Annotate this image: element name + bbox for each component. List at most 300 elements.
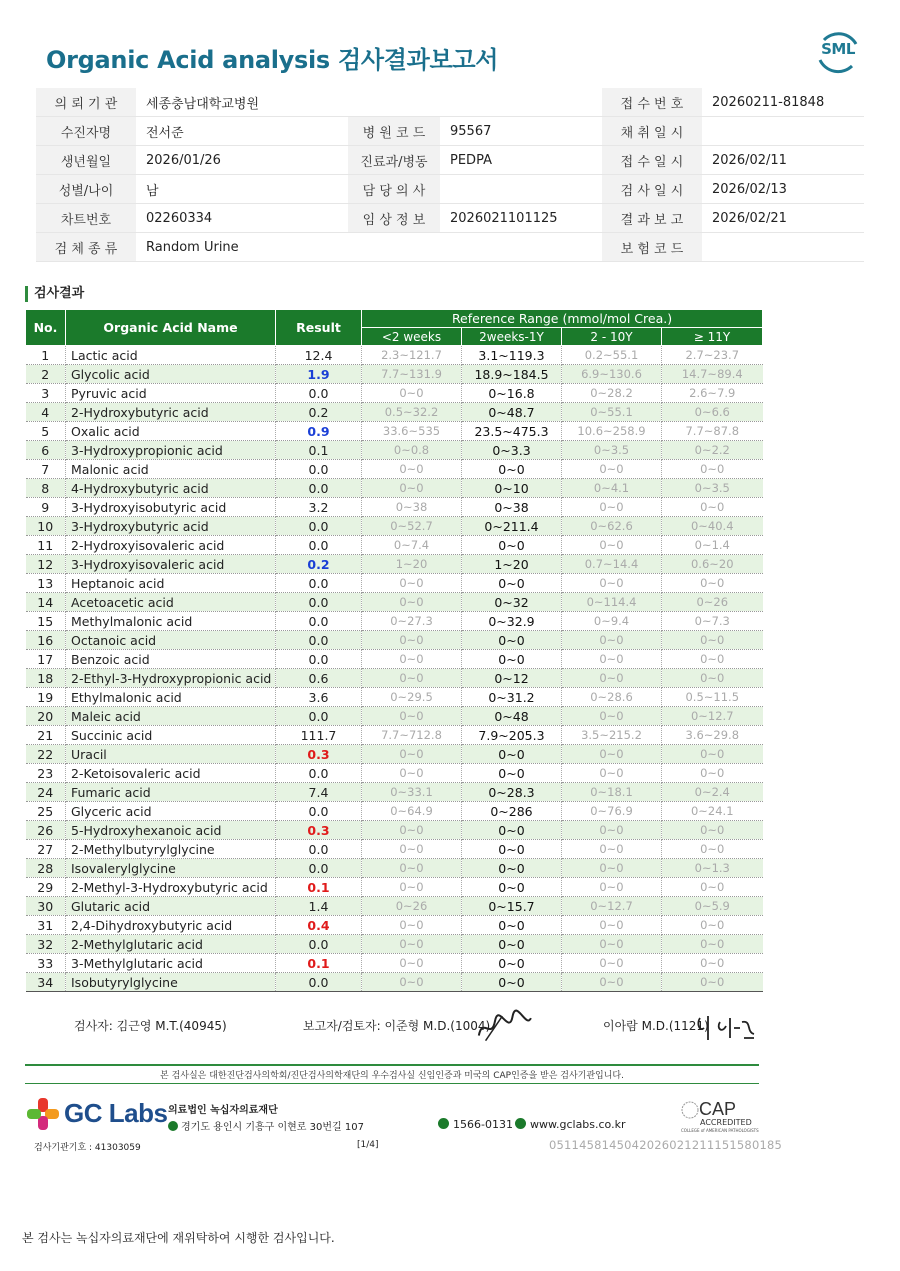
result-text: 0.2	[307, 556, 330, 572]
result-text: 0.6	[308, 670, 329, 686]
info-value	[702, 233, 864, 262]
acid-name: 4-Hydroxybutyric acid	[66, 479, 276, 498]
info-value: 2026/02/13	[702, 175, 864, 204]
range-ge11y: 3.6~29.8	[662, 726, 763, 745]
result-value	[276, 840, 362, 859]
result-text: 0.3	[307, 746, 330, 762]
range-2w1y: 3.1~119.3	[462, 346, 562, 365]
result-text: 0.0	[308, 385, 329, 401]
range-2w1y: 23.5~475.3	[462, 422, 562, 441]
info-value: 95567	[440, 117, 602, 146]
result-text: 0.0	[308, 480, 329, 496]
info-value: 2026/02/21	[702, 204, 864, 233]
page-number: [1/4]	[357, 1140, 379, 1150]
row-number: 6	[26, 441, 66, 460]
info-label: 성별/나이	[36, 175, 136, 204]
range-lt2w: 0~27.3	[362, 612, 462, 631]
range-ge11y: 0~0	[662, 973, 763, 992]
result-text: 0.0	[308, 841, 329, 857]
range-lt2w: 0~29.5	[362, 688, 462, 707]
range-lt2w: 0~0	[362, 745, 462, 764]
table-row	[26, 764, 763, 783]
range-2-10y: 0~4.1	[562, 479, 662, 498]
result-value	[276, 384, 362, 403]
range-2-10y: 0~76.9	[562, 802, 662, 821]
info-label: 생년월일	[36, 146, 136, 175]
notice-divider-top	[25, 1064, 759, 1066]
range-2w1y: 0~0	[462, 916, 562, 935]
range-lt2w: 0~0	[362, 764, 462, 783]
info-label: 의 뢰 기 관	[36, 88, 136, 117]
acid-name: 2-Ethyl-3-Hydroxypropionic acid	[66, 669, 276, 688]
location-pin-icon	[168, 1121, 178, 1131]
result-value	[276, 441, 362, 460]
range-2-10y: 0~0	[562, 935, 662, 954]
result-text: 0.1	[308, 442, 329, 458]
result-text: 0.1	[307, 879, 330, 895]
range-lt2w: 0~0	[362, 859, 462, 878]
result-value	[276, 764, 362, 783]
phone-icon	[438, 1118, 449, 1129]
result-text: 0.0	[308, 632, 329, 648]
result-text: 7.4	[308, 784, 329, 800]
range-2-10y: 0~0	[562, 460, 662, 479]
header-no: No.	[26, 310, 66, 346]
range-lt2w: 0~0	[362, 840, 462, 859]
range-2w1y: 0~31.2	[462, 688, 562, 707]
range-ge11y: 0~40.4	[662, 517, 763, 536]
range-2-10y: 0~0	[562, 840, 662, 859]
range-lt2w: 0~0	[362, 384, 462, 403]
range-2-10y: 0~18.1	[562, 783, 662, 802]
result-text: 0.0	[308, 651, 329, 667]
range-ge11y: 0~0	[662, 840, 763, 859]
range-ge11y: 0~0	[662, 764, 763, 783]
result-value	[276, 707, 362, 726]
range-lt2w: 0~7.4	[362, 536, 462, 555]
range-2w1y: 0~0	[462, 631, 562, 650]
institution-code: 검사기관기호 : 41303059	[34, 1143, 141, 1153]
range-2-10y: 0~0	[562, 650, 662, 669]
table-row	[26, 669, 763, 688]
range-lt2w: 0~26	[362, 897, 462, 916]
range-ge11y: 14.7~89.4	[662, 365, 763, 384]
range-ge11y: 0~12.7	[662, 707, 763, 726]
range-ge11y: 0~0	[662, 878, 763, 897]
result-value	[276, 346, 362, 365]
result-text: 0.0	[308, 803, 329, 819]
range-2w1y: 0~0	[462, 764, 562, 783]
range-ge11y: 0~7.3	[662, 612, 763, 631]
range-ge11y: 0~26	[662, 593, 763, 612]
acid-name: Glutaric acid	[66, 897, 276, 916]
range-ge11y: 0~24.1	[662, 802, 763, 821]
table-row	[26, 536, 763, 555]
range-2w1y: 0~0	[462, 650, 562, 669]
table-row	[26, 802, 763, 821]
website	[515, 1118, 626, 1131]
row-number: 28	[26, 859, 66, 878]
reporter-signature-scrawl-icon	[472, 1004, 536, 1046]
range-2-10y: 0~62.6	[562, 517, 662, 536]
acid-name: Pyruvic acid	[66, 384, 276, 403]
table-row	[26, 631, 763, 650]
tester-signature: 검사자: 김근영 M.T.(40945)	[74, 1019, 227, 1033]
result-value	[276, 669, 362, 688]
table-row	[26, 878, 763, 897]
result-text: 0.3	[307, 822, 330, 838]
cap-logo-text: CAP	[699, 1099, 737, 1119]
acid-name: 2-Ketoisovaleric acid	[66, 764, 276, 783]
gc-cross-logo-icon	[25, 1096, 61, 1136]
row-number: 17	[26, 650, 66, 669]
range-2-10y: 0~28.6	[562, 688, 662, 707]
table-row	[26, 897, 763, 916]
result-value	[276, 935, 362, 954]
result-value	[276, 631, 362, 650]
range-lt2w: 0~64.9	[362, 802, 462, 821]
range-lt2w: 0~0	[362, 460, 462, 479]
range-2w1y: 0~48	[462, 707, 562, 726]
range-2-10y: 0~0	[562, 973, 662, 992]
info-row	[36, 204, 864, 233]
website-url[interactable]: www.gclabs.co.kr	[530, 1118, 626, 1131]
result-value	[276, 574, 362, 593]
range-2w1y: 0~32	[462, 593, 562, 612]
result-value	[276, 726, 362, 745]
acid-name: Heptanoic acid	[66, 574, 276, 593]
result-value	[276, 859, 362, 878]
acid-name: Fumaric acid	[66, 783, 276, 802]
info-label: 채 취 일 시	[602, 117, 702, 146]
range-2-10y: 0~0	[562, 574, 662, 593]
row-number: 5	[26, 422, 66, 441]
patient-info-table	[36, 88, 864, 262]
result-value	[276, 612, 362, 631]
header-result: Result	[276, 310, 362, 346]
range-ge11y: 0~0	[662, 954, 763, 973]
header-range-2-10y: 2 - 10Y	[562, 328, 662, 346]
header-range-ge11y: ≥ 11Y	[662, 328, 763, 346]
range-2-10y: 0~9.4	[562, 612, 662, 631]
info-row	[36, 146, 864, 175]
row-number: 2	[26, 365, 66, 384]
acid-name: Isovalerylglycine	[66, 859, 276, 878]
range-2w1y: 0~15.7	[462, 897, 562, 916]
result-text: 1.4	[308, 898, 329, 914]
range-ge11y: 0~2.4	[662, 783, 763, 802]
result-text: 0.1	[307, 955, 330, 971]
result-value	[276, 498, 362, 517]
row-number: 3	[26, 384, 66, 403]
range-2-10y: 0~0	[562, 745, 662, 764]
range-ge11y: 0~0	[662, 821, 763, 840]
table-row	[26, 745, 763, 764]
info-value: Random Urine	[136, 233, 348, 262]
range-2-10y: 0~0	[562, 916, 662, 935]
row-number: 27	[26, 840, 66, 859]
info-row	[36, 88, 864, 117]
range-2w1y: 0~28.3	[462, 783, 562, 802]
table-row	[26, 574, 763, 593]
phone-number: 1566-0131	[453, 1118, 513, 1131]
range-lt2w: 0~0	[362, 479, 462, 498]
doctor-handwritten-signature	[694, 1010, 758, 1050]
row-number: 7	[26, 460, 66, 479]
table-row	[26, 346, 763, 365]
doctor-signature-scrawl-icon	[694, 1010, 758, 1046]
range-ge11y: 0~0	[662, 631, 763, 650]
result-text: 3.6	[308, 689, 329, 705]
range-ge11y: 0~0	[662, 745, 763, 764]
result-value	[276, 802, 362, 821]
reporter-handwritten-signature	[472, 1004, 537, 1052]
range-ge11y: 0~0	[662, 916, 763, 935]
range-2w1y: 1~20	[462, 555, 562, 574]
row-number: 10	[26, 517, 66, 536]
home-icon	[515, 1118, 526, 1129]
range-lt2w: 2.3~121.7	[362, 346, 462, 365]
row-number: 33	[26, 954, 66, 973]
range-lt2w: 0~0	[362, 935, 462, 954]
info-label: 보 험 코 드	[602, 233, 702, 262]
info-value: 세종충남대학교병원	[136, 88, 348, 117]
info-label: 결 과 보 고	[602, 204, 702, 233]
row-number: 25	[26, 802, 66, 821]
range-2w1y: 0~0	[462, 536, 562, 555]
row-number: 12	[26, 555, 66, 574]
result-text: 12.4	[304, 347, 333, 363]
result-value	[276, 897, 362, 916]
header-range-2w1y: 2weeks-1Y	[462, 328, 562, 346]
info-value	[702, 117, 864, 146]
info-row	[36, 175, 864, 204]
range-2w1y: 0~0	[462, 935, 562, 954]
result-value	[276, 422, 362, 441]
range-ge11y: 0~1.4	[662, 536, 763, 555]
barcode-number: 05114581450420260212111515801​85	[549, 1138, 783, 1152]
table-row	[26, 650, 763, 669]
info-row	[36, 233, 864, 262]
range-2w1y: 7.9~205.3	[462, 726, 562, 745]
result-text: 111.7	[300, 727, 337, 743]
row-number: 21	[26, 726, 66, 745]
header-reference-range: Reference Range (mmol/mol Crea.)	[362, 310, 763, 328]
row-number: 9	[26, 498, 66, 517]
range-2-10y: 0~0	[562, 859, 662, 878]
range-2-10y: 0~0	[562, 536, 662, 555]
range-2-10y: 10.6~258.9	[562, 422, 662, 441]
info-value: 20260211-81848	[702, 88, 864, 117]
table-row	[26, 707, 763, 726]
range-2w1y: 0~0	[462, 821, 562, 840]
acid-name: Glyceric acid	[66, 802, 276, 821]
range-2-10y: 0~0	[562, 954, 662, 973]
range-2w1y: 0~286	[462, 802, 562, 821]
doctor-signature: 이아람 M.D.(1121)	[603, 1019, 709, 1033]
result-value	[276, 593, 362, 612]
result-value	[276, 916, 362, 935]
acid-name: 2-Hydroxybutyric acid	[66, 403, 276, 422]
result-text: 0.0	[308, 518, 329, 534]
sml-logo	[816, 30, 860, 74]
table-row	[26, 935, 763, 954]
row-number: 32	[26, 935, 66, 954]
info-value	[440, 88, 602, 117]
row-number: 4	[26, 403, 66, 422]
range-lt2w: 0~0	[362, 669, 462, 688]
range-ge11y: 0.6~20	[662, 555, 763, 574]
info-value	[440, 233, 602, 262]
acid-name: Isobutyrylglycine	[66, 973, 276, 992]
info-row	[36, 117, 864, 146]
result-text: 0.0	[308, 461, 329, 477]
range-2w1y: 0~38	[462, 498, 562, 517]
range-lt2w: 0~52.7	[362, 517, 462, 536]
range-2w1y: 18.9~184.5	[462, 365, 562, 384]
table-row	[26, 821, 763, 840]
table-row	[26, 688, 763, 707]
range-2w1y: 0~0	[462, 574, 562, 593]
info-label: 진료과/병동	[348, 146, 440, 175]
range-lt2w: 0~0	[362, 916, 462, 935]
result-value	[276, 460, 362, 479]
info-label: 검 사 일 시	[602, 175, 702, 204]
table-row	[26, 460, 763, 479]
result-value	[276, 536, 362, 555]
result-text: 0.0	[308, 765, 329, 781]
header-range-lt2w: <2 weeks	[362, 328, 462, 346]
result-text: 0.0	[308, 575, 329, 591]
result-text: 0.2	[308, 404, 329, 420]
range-lt2w: 7.7~712.8	[362, 726, 462, 745]
result-value	[276, 878, 362, 897]
range-ge11y: 0.5~11.5	[662, 688, 763, 707]
table-row	[26, 783, 763, 802]
range-2w1y: 0~0	[462, 878, 562, 897]
range-lt2w: 0~0	[362, 631, 462, 650]
row-number: 26	[26, 821, 66, 840]
range-lt2w: 0~0	[362, 878, 462, 897]
range-lt2w: 33.6~535	[362, 422, 462, 441]
table-row	[26, 422, 763, 441]
range-ge11y: 2.7~23.7	[662, 346, 763, 365]
row-number: 14	[26, 593, 66, 612]
result-text: 0.0	[308, 936, 329, 952]
acid-name: Ethylmalonic acid	[66, 688, 276, 707]
range-ge11y: 0~0	[662, 669, 763, 688]
row-number: 23	[26, 764, 66, 783]
table-row	[26, 441, 763, 460]
row-number: 31	[26, 916, 66, 935]
address-text: 경기도 용인시 기흥구 이현로 30번길 107	[181, 1122, 364, 1133]
acid-name: 3-Hydroxybutyric acid	[66, 517, 276, 536]
acid-name: 3-Methylglutaric acid	[66, 954, 276, 973]
row-number: 1	[26, 346, 66, 365]
result-value	[276, 745, 362, 764]
gc-labs-brand: GC Labs	[64, 1098, 168, 1128]
row-number: 11	[26, 536, 66, 555]
info-label: 임 상 정 보	[348, 204, 440, 233]
result-text: 0.0	[308, 613, 329, 629]
table-row	[26, 479, 763, 498]
table-row	[26, 403, 763, 422]
range-2-10y: 6.9~130.6	[562, 365, 662, 384]
acid-name: 5-Hydroxyhexanoic acid	[66, 821, 276, 840]
info-value: 02260334	[136, 204, 348, 233]
range-ge11y: 0~0	[662, 935, 763, 954]
sml-logo-text: SML	[821, 40, 855, 58]
result-value	[276, 954, 362, 973]
info-label: 병 원 코 드	[348, 117, 440, 146]
info-label: 차트번호	[36, 204, 136, 233]
cap-seal-icon	[680, 1100, 700, 1126]
acid-name: Lactic acid	[66, 346, 276, 365]
table-row	[26, 365, 763, 384]
info-value: PEDPA	[440, 146, 602, 175]
info-label: 수진자명	[36, 117, 136, 146]
table-row	[26, 612, 763, 631]
range-2-10y: 0~0	[562, 707, 662, 726]
range-lt2w: 0~0	[362, 593, 462, 612]
range-lt2w: 0~0	[362, 650, 462, 669]
range-lt2w: 0~0	[362, 973, 462, 992]
acid-name: 3-Hydroxypropionic acid	[66, 441, 276, 460]
info-label: 접 수 번 호	[602, 88, 702, 117]
acid-name: Methylmalonic acid	[66, 612, 276, 631]
table-row	[26, 593, 763, 612]
acid-name: Benzoic acid	[66, 650, 276, 669]
info-value: 전서준	[136, 117, 348, 146]
result-value	[276, 783, 362, 802]
row-number: 13	[26, 574, 66, 593]
result-value	[276, 555, 362, 574]
range-2-10y: 0~55.1	[562, 403, 662, 422]
result-text: 0.0	[308, 537, 329, 553]
result-value	[276, 650, 362, 669]
table-row	[26, 555, 763, 574]
range-ge11y: 2.6~7.9	[662, 384, 763, 403]
range-lt2w: 1~20	[362, 555, 462, 574]
report-title: Organic Acid analysis 검사결과보고서	[46, 46, 499, 74]
result-text: 0.4	[307, 917, 330, 933]
notice-divider-bottom	[25, 1083, 759, 1084]
range-2-10y: 0~0	[562, 821, 662, 840]
info-value: 2026021101125	[440, 204, 602, 233]
range-2w1y: 0~0	[462, 840, 562, 859]
row-number: 22	[26, 745, 66, 764]
acid-name: 2-Hydroxyisovaleric acid	[66, 536, 276, 555]
range-2-10y: 0~0	[562, 764, 662, 783]
range-2w1y: 0~0	[462, 460, 562, 479]
range-lt2w: 0~0	[362, 707, 462, 726]
range-ge11y: 0~0	[662, 574, 763, 593]
acid-name: 2-Methylglutaric acid	[66, 935, 276, 954]
acid-name: Acetoacetic acid	[66, 593, 276, 612]
info-value	[440, 175, 602, 204]
range-2-10y: 0~12.7	[562, 897, 662, 916]
range-lt2w: 0~0	[362, 954, 462, 973]
range-2-10y: 0~28.2	[562, 384, 662, 403]
acid-name: 2,4-Dihydroxybutyric acid	[66, 916, 276, 935]
acid-name: 3-Hydroxyisobutyric acid	[66, 498, 276, 517]
range-ge11y: 0~2.2	[662, 441, 763, 460]
range-ge11y: 0~0	[662, 460, 763, 479]
acid-name: Succinic acid	[66, 726, 276, 745]
range-ge11y: 0~0	[662, 650, 763, 669]
result-text: 0.9	[307, 423, 330, 439]
acid-name: 2-Methyl-3-Hydroxybutyric acid	[66, 878, 276, 897]
